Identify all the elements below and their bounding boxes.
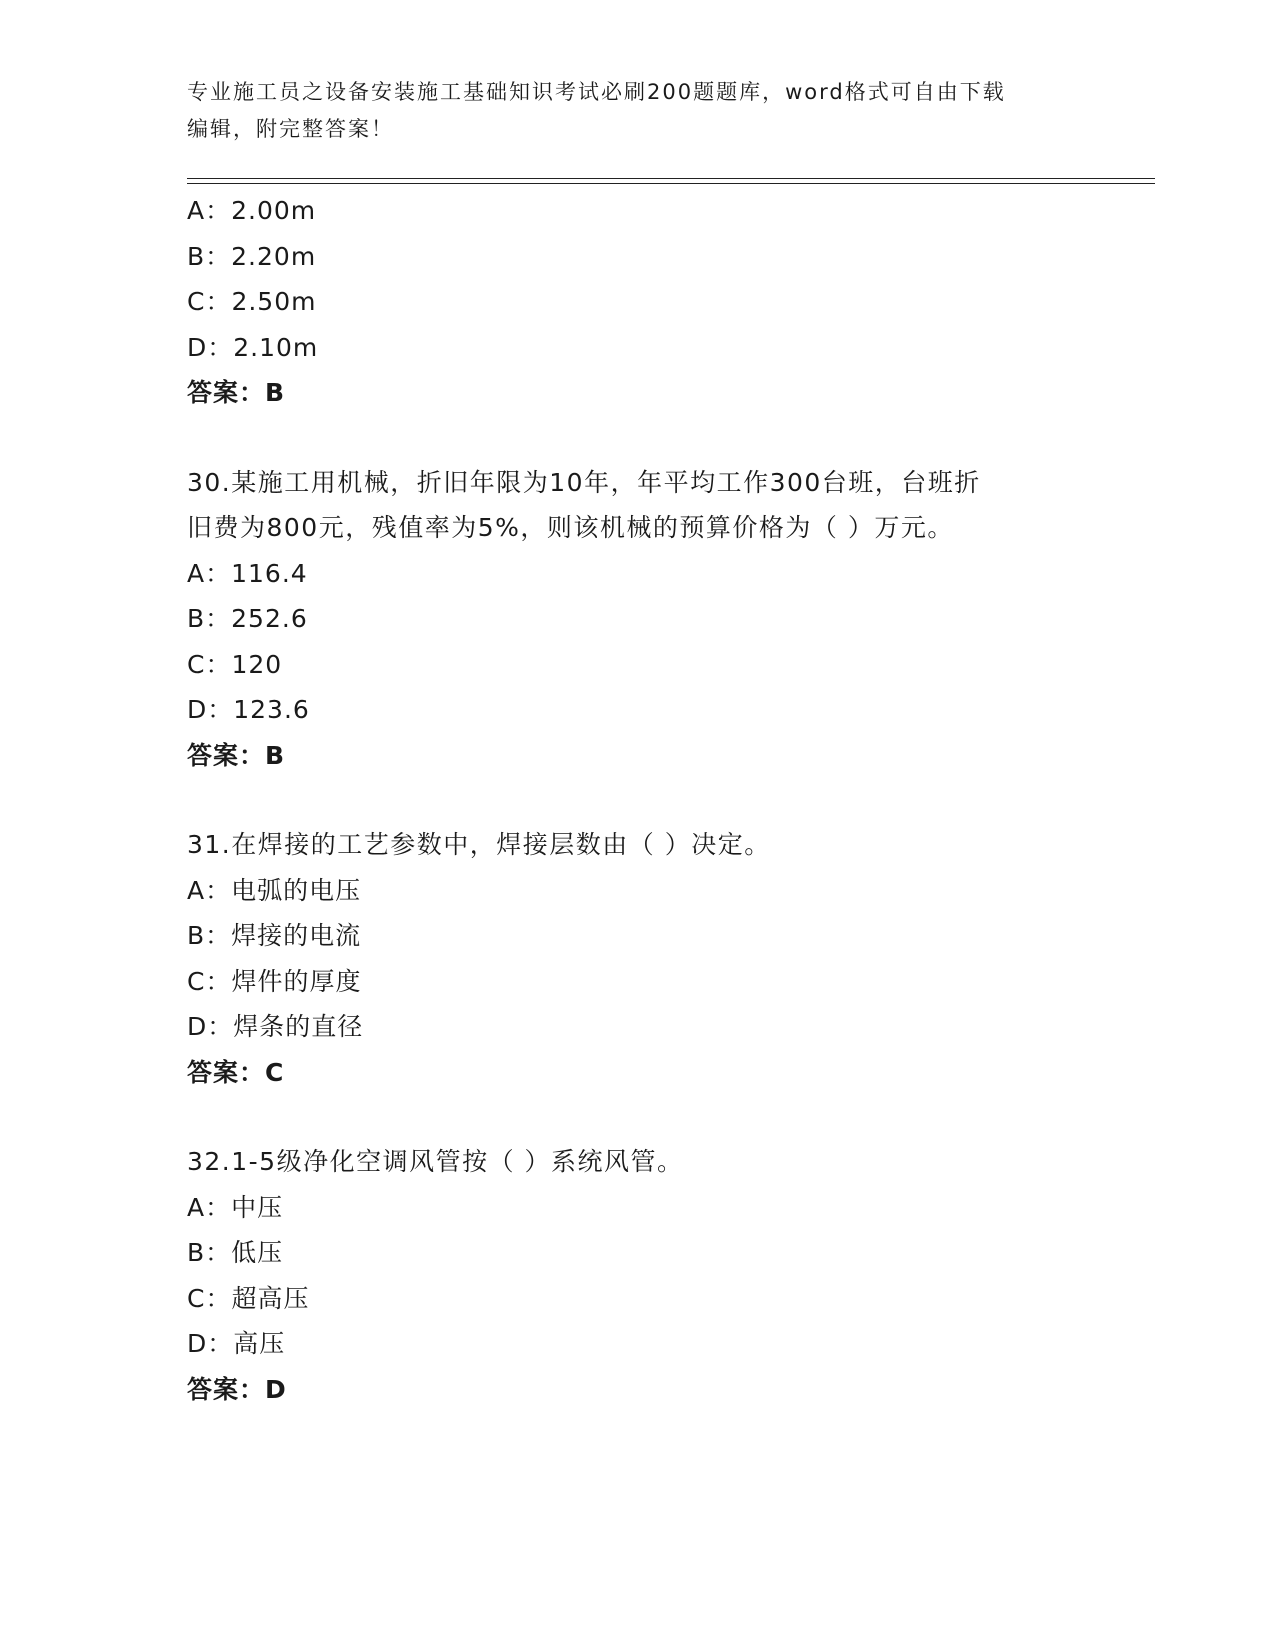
option-c: C：120 (187, 649, 283, 679)
option-c: C：2.50m (187, 287, 317, 316)
option-a: A：电弧的电压 (187, 875, 362, 905)
question-text-line-2: 旧费为800元，残值率为5%，则该机械的预算价格为（ ）万元。 (187, 513, 954, 542)
option-c: C：超高压 (187, 1283, 310, 1313)
option-a: A：中压 (187, 1192, 284, 1222)
header-line-1: 专业施工员之设备安装施工基础知识考试必刷200题题库，word格式可自由下载 (187, 80, 1006, 104)
option-b: B：252.6 (187, 604, 308, 633)
answer-line: 答案：B (187, 378, 286, 407)
option-b: B：2.20m (187, 241, 317, 271)
question-text-line-1: 30.某施工用机械，折旧年限为10年，年平均工作300台班，台班折 (187, 467, 981, 497)
header-line-2: 编辑，附完整答案！ (187, 117, 394, 141)
option-b: B：焊接的电流 (187, 921, 362, 950)
header-divider-top (187, 178, 1155, 179)
question-block-29 (187, 188, 1155, 416)
option-d: D：123.6 (187, 695, 310, 724)
option-a: A：2.00m (187, 196, 317, 225)
document-header (187, 74, 1087, 148)
question-block-32 (187, 1139, 1155, 1412)
option-c: C：焊件的厚度 (187, 966, 362, 996)
answer-line: 答案：B (187, 740, 286, 770)
question-text-line-1: 31.在焊接的工艺参数中，焊接层数由（ ）决定。 (187, 830, 771, 859)
question-text-line-1: 32.1-5级净化空调风管按（ ）系统风管。 (187, 1147, 684, 1176)
option-d: D：焊条的直径 (187, 1012, 364, 1041)
answer-line: 答案：C (187, 1057, 285, 1087)
question-list (187, 188, 1155, 1456)
option-a: A：116.4 (187, 558, 308, 588)
question-block-31 (187, 822, 1155, 1095)
question-block-30 (187, 460, 1155, 779)
option-b: B：低压 (187, 1238, 284, 1267)
option-d: D：高压 (187, 1329, 286, 1358)
option-d: D：2.10m (187, 332, 319, 362)
header-divider-bottom (187, 183, 1155, 184)
answer-line: 答案：D (187, 1374, 287, 1404)
